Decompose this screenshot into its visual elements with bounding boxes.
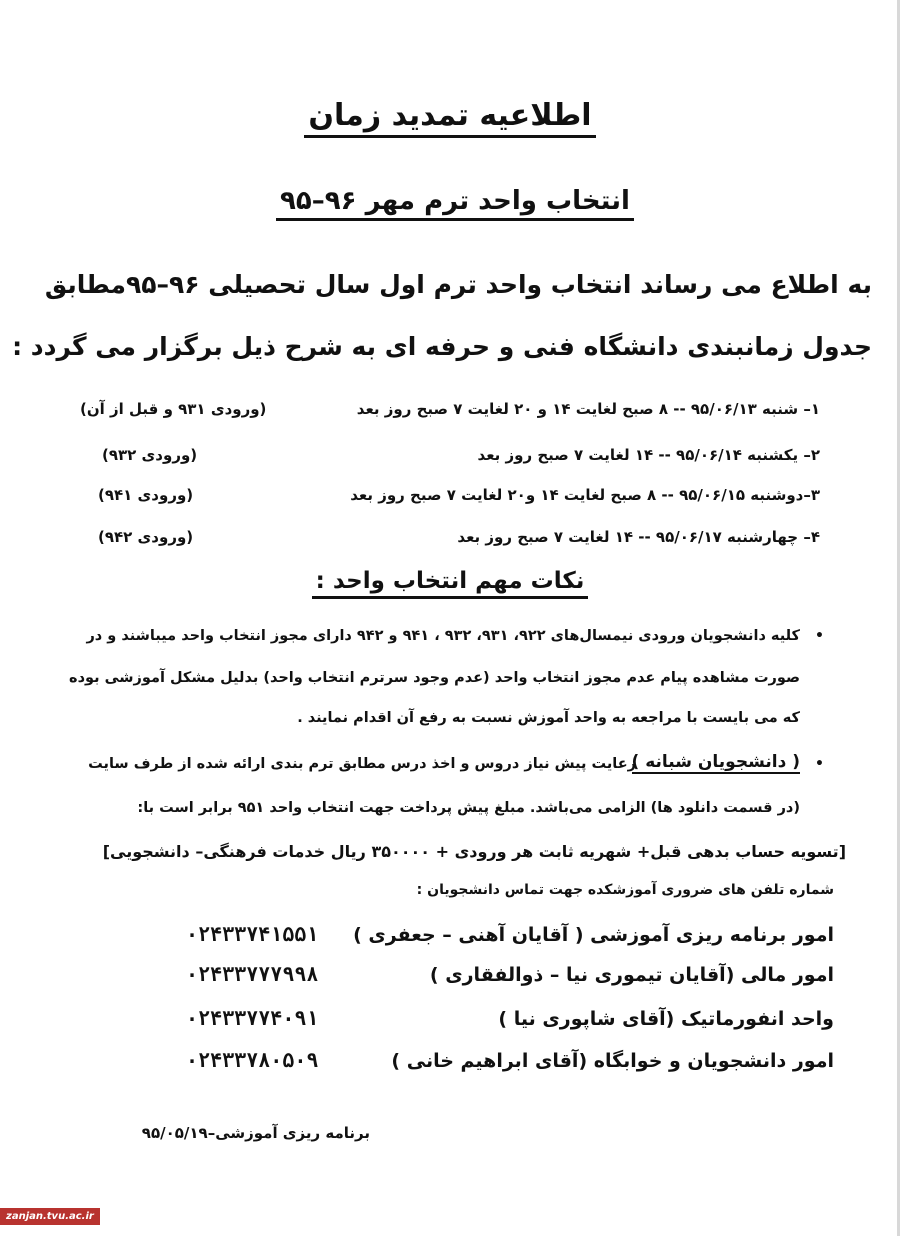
intro-line-2: جدول زمانبندی دانشگاه فنی و حرفه ای به شرح ذیل برگزار می گردد : <box>12 332 872 361</box>
schedule-row-1: ۱– شنبه ۹۵/۰۶/۱۳ -- ۸ صبح لغایت ۱۴ و ۲۰ لغایت ۷ صبح روز بعد <box>356 400 820 418</box>
page-title: اطلاعیه تمدید زمان <box>0 98 900 133</box>
contacts-heading: شماره تلفن های ضروری آموزشکده جهت تماس دانشجویان : <box>416 882 834 898</box>
note-1-line-1: کلیه دانشجویان ورودی نیمسال‌های ۹۲۲، ۹۳۱، ۹۳۲ ، ۹۴۱ و ۹۴۲ دارای مجوز انتخاب واحد میباشند و در <box>86 628 800 644</box>
note-2-line-1: رعایت پیش نیاز دروس و اخذ درس مطابق ترم بندی ارائه شده از طرف سایت <box>88 756 636 772</box>
contact-label: امور مالی (آقایان تیموری نیا – ذوالفقاری ) <box>429 964 834 986</box>
note-2-highlight: ( دانشجویان شبانه ) <box>631 752 800 772</box>
schedule-row-2: ۲– یکشنبه ۹۵/۰۶/۱۴ -- ۱۴ لغایت ۷ صبح روز بعد <box>477 446 820 464</box>
page-subtitle: انتخاب واحد ترم مهر ۹۶–۹۵ <box>0 186 900 216</box>
schedule-row-1-entry: (ورودی ۹۳۱ و قبل از آن) <box>80 400 267 418</box>
bullet-icon: • <box>815 756 824 772</box>
contact-phone: ۰۲۴۳۳۷۷۴۰۹۱ <box>186 1006 319 1030</box>
schedule-row-4-entry: (ورودی ۹۴۲) <box>98 528 194 546</box>
note-1-line-2: صورت مشاهده پیام عدم مجوز انتخاب واحد (عدم وجود سرترم انتخاب واحد) بدلیل مشکل آموزشی بوده <box>69 670 800 686</box>
schedule-row-2-entry: (ورودی ۹۳۲) <box>102 446 198 464</box>
notes-heading: نکات مهم انتخاب واحد : <box>0 568 900 594</box>
note-2-line-3: [تسویه حساب بدهی قبل+ شهریه ثابت هر ورودی + ۳۵۰۰۰۰ ریال خدمات فرهنگی– دانشجویی] <box>102 842 846 861</box>
footer-signature: برنامه ریزی آموزشی–۹۵/۰۵/۱۹ <box>141 1124 370 1142</box>
note-1-line-3: که می بایست با مراجعه به واحد آموزش نسبت به رفع آن اقدام نمایند . <box>297 710 800 726</box>
schedule-row-4: ۴– چهارشنبه ۹۵/۰۶/۱۷ -- ۱۴ لغایت ۷ صبح روز بعد <box>457 528 820 546</box>
contact-label: امور دانشجویان و خوابگاه (آقای ابراهیم خانی ) <box>391 1050 834 1072</box>
contact-phone: ۰۲۴۳۳۷۷۷۹۹۸ <box>186 962 319 986</box>
contact-phone: ۰۲۴۳۳۷۴۱۵۵۱ <box>186 922 319 946</box>
site-watermark-link[interactable]: zanjan.tvu.ac.ir <box>0 1208 100 1225</box>
schedule-row-3: ۳–دوشنبه ۹۵/۰۶/۱۵ -- ۸ صبح لغایت ۱۴ و۲۰ لغایت ۷ صبح روز بعد <box>350 486 820 504</box>
note-2-line-2: (در قسمت دانلود ها) الزامی می‌باشد. مبلغ پیش پرداخت جهت انتخاب واحد ۹۵۱ برابر است با: <box>137 800 800 816</box>
contact-label: امور برنامه ریزی آموزشی ( آقایان آهنی – جعفری ) <box>353 924 834 946</box>
contact-phone: ۰۲۴۳۳۷۸۰۵۰۹ <box>186 1048 319 1072</box>
intro-line-1: به اطلاع می رساند انتخاب واحد ترم اول سال تحصیلی ۹۶–۹۵مطابق <box>44 270 872 299</box>
schedule-row-3-entry: (ورودی ۹۴۱) <box>98 486 194 504</box>
contact-label: واحد انفورماتیک (آقای شاپوری نیا ) <box>498 1008 834 1030</box>
bullet-icon: • <box>815 628 824 644</box>
